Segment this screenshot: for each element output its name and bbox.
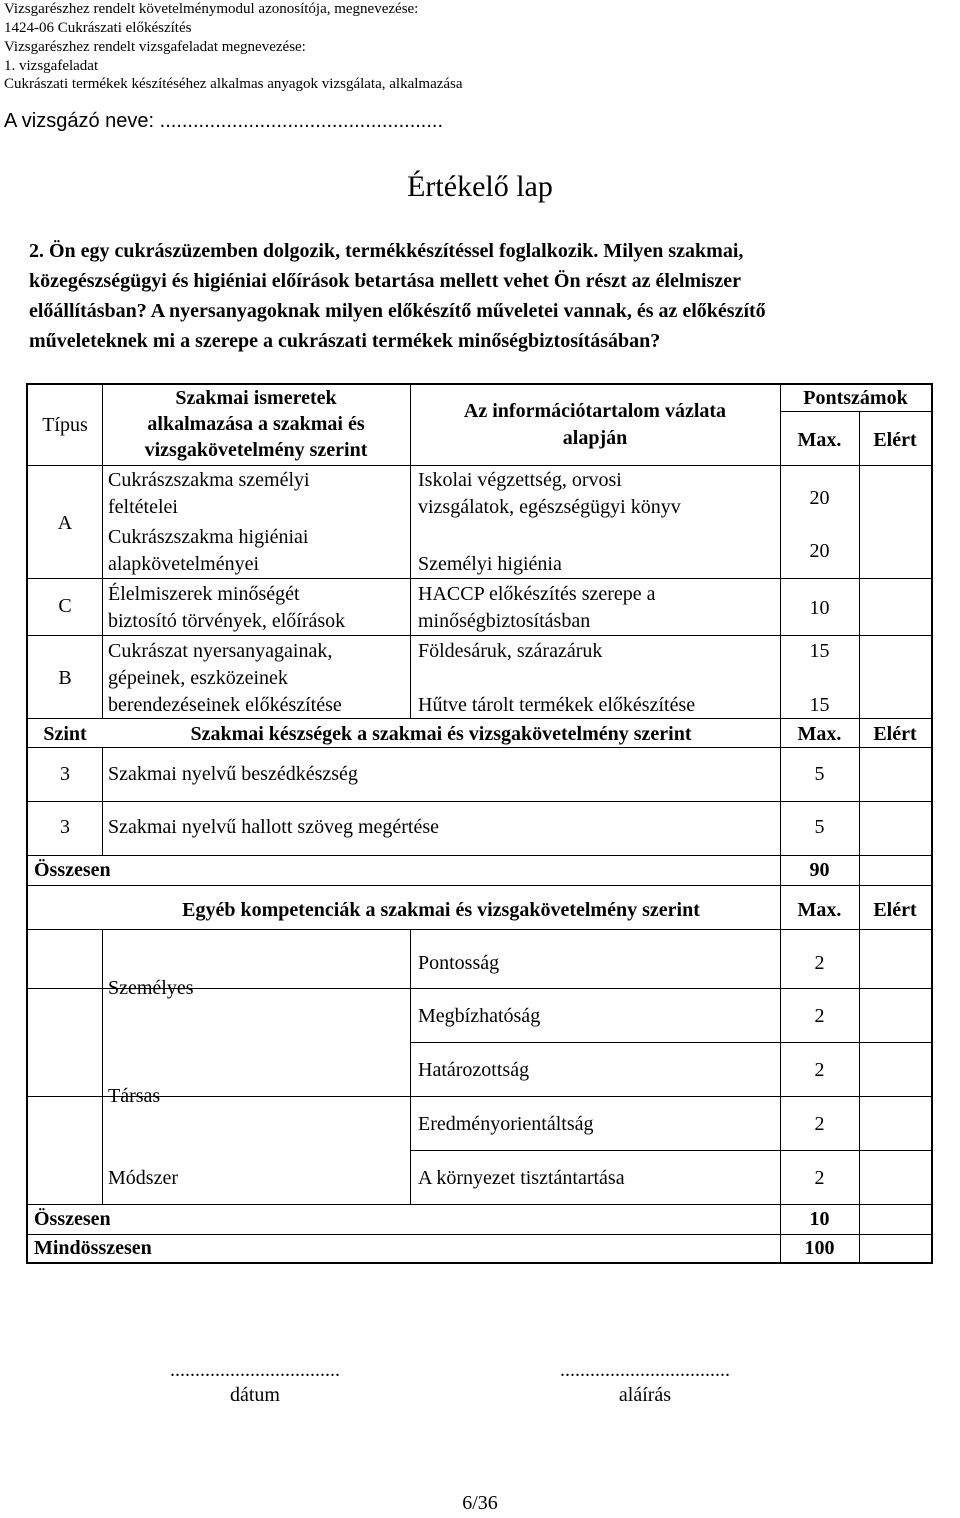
knowledge-cell: berendezéseinek előkészítése	[108, 694, 342, 716]
type-column-header: Típus	[42, 414, 88, 436]
max-points-cell: 5	[814, 763, 825, 785]
competency-item: Megbízhatóság	[418, 1005, 541, 1027]
knowledge-cell: feltételei	[108, 496, 178, 518]
question-line: műveleteknek mi a szerepe a cukrászati termékek minőségbiztosításában?	[29, 330, 661, 352]
competency-group: Személyes	[108, 977, 194, 999]
task-label: Vizsgarészhez rendelt vizsgafeladat megnevezése:	[4, 39, 306, 55]
level-cell: 3	[60, 816, 70, 838]
type-cell: A	[57, 512, 73, 534]
max-header: Max.	[797, 723, 842, 745]
subtotal-value: 10	[809, 1208, 830, 1230]
row-divider	[28, 718, 931, 719]
date-line[interactable]: ..................................	[170, 1359, 340, 1381]
knowledge-cell: biztosító törvények, előírások	[108, 610, 346, 632]
skill-label: Szakmai nyelvű beszédkészség	[108, 763, 358, 785]
knowledge-cell: alapkövetelményei	[108, 553, 260, 575]
module-label: Vizsgarészhez rendelt követelménymodul azonosítója, megnevezése:	[4, 1, 419, 17]
row-divider	[28, 465, 931, 466]
outline-cell: Személyi higiénia	[418, 553, 562, 575]
max-points-cell: 2	[814, 1167, 825, 1189]
row-divider	[28, 747, 931, 748]
max-points-cell: 20	[809, 540, 830, 562]
col-divider	[102, 747, 103, 855]
outline-cell: vizsgálatok, egészségügyi könyv	[418, 496, 681, 518]
max-points-cell: 20	[809, 487, 830, 509]
signature-label: aláírás	[618, 1384, 672, 1406]
question-line: 2. Ön egy cukrászüzemben dolgozik, termékkészítéssel foglalkozik. Milyen szakmai,	[29, 240, 744, 262]
grand-total-label: Mindösszesen	[34, 1237, 152, 1259]
row-divider	[410, 1042, 931, 1043]
row-divider	[28, 1204, 931, 1205]
max-points-cell: 2	[814, 1059, 825, 1081]
max-header: Max.	[797, 429, 842, 451]
subtotal-value: 90	[809, 859, 830, 881]
evaluation-table	[26, 383, 933, 1264]
competency-item: Határozottság	[418, 1059, 530, 1081]
knowledge-cell: Élelmiszerek minőségét	[108, 583, 300, 605]
subtotal-label: Összesen	[34, 859, 111, 881]
row-divider	[28, 1096, 931, 1097]
question-text	[29, 236, 932, 356]
knowledge-column-header: vizsgakövetelmény szerint	[144, 439, 368, 461]
knowledge-cell: Cukrászat nyersanyagainak,	[108, 640, 333, 662]
outline-cell: Iskolai végzettség, orvosi	[418, 469, 622, 491]
max-points-cell: 10	[809, 597, 830, 619]
knowledge-cell: Cukrászszakma személyi	[108, 469, 310, 491]
col-divider	[102, 929, 103, 1204]
row-divider	[28, 801, 931, 802]
competency-group: Módszer	[108, 1167, 178, 1189]
examinee-name-field[interactable]: A vizsgázó neve: ...................................................	[4, 110, 444, 132]
type-cell: B	[58, 667, 72, 689]
competency-item: Eredményorientáltság	[418, 1113, 594, 1135]
subtotal-label: Összesen	[34, 1208, 111, 1230]
question-line: közegészségügyi és higiéniai előírások betartása mellett vehet Ön részt az élelmiszer	[29, 270, 742, 292]
grand-total-value: 100	[804, 1237, 835, 1259]
skill-label: Szakmai nyelvű hallott szöveg megértése	[108, 816, 440, 838]
outline-cell: Földesáruk, szárazáruk	[418, 640, 603, 662]
page-number: 6/36	[462, 1492, 498, 1514]
col-divider	[410, 929, 411, 1204]
achieved-header: Elért	[873, 429, 917, 451]
competency-group: Társas	[108, 1085, 161, 1107]
col-divider	[859, 411, 860, 1262]
outline-cell: minőségbiztosításban	[418, 610, 591, 632]
max-header: Max.	[797, 899, 842, 921]
competency-item: A környezet tisztántartása	[418, 1167, 625, 1189]
knowledge-column-header: alkalmazása a szakmai és	[147, 413, 365, 435]
max-points-cell: 15	[809, 694, 830, 716]
type-cell: C	[58, 595, 72, 617]
outline-column-header: alapján	[562, 427, 628, 449]
date-label: dátum	[230, 1384, 280, 1406]
achieved-header: Elért	[873, 899, 917, 921]
points-header: Pontszámok	[803, 387, 908, 409]
outline-cell: Hűtve tárolt termékek előkészítése	[418, 694, 696, 716]
task-number: 1. vizsgafeladat	[4, 58, 99, 74]
row-divider	[28, 885, 931, 886]
task-name: Cukrászati termékek készítéséhez alkalmas anyagok vizsgálata, alkalmazása	[4, 76, 463, 92]
module-name: 1424-06 Cukrászati előkészítés	[4, 20, 192, 36]
level-header: Szint	[43, 723, 87, 745]
skills-header: Szakmai készségek a szakmai és vizsgakövetelmény szerint	[190, 723, 692, 745]
max-points-cell: 2	[814, 1113, 825, 1135]
max-points-cell: 15	[809, 640, 830, 662]
max-points-cell: 2	[814, 1005, 825, 1027]
signature-line[interactable]: ..................................	[560, 1359, 730, 1381]
row-divider	[28, 578, 931, 579]
max-points-cell: 5	[814, 816, 825, 838]
row-divider	[28, 855, 931, 856]
level-cell: 3	[60, 763, 70, 785]
knowledge-cell: gépeinek, eszközeinek	[108, 667, 288, 689]
page-title: Értékelő lap	[407, 170, 553, 203]
row-divider	[28, 929, 931, 930]
row-divider	[28, 635, 931, 636]
outline-column-header: Az információtartalom vázlata	[463, 400, 727, 422]
achieved-header: Elért	[873, 723, 917, 745]
other-competencies-header: Egyéb kompetenciák a szakmai és vizsgakövetelmény szerint	[182, 899, 700, 921]
outline-cell: HACCP előkészítés szerepe a	[418, 583, 656, 605]
knowledge-column-header: Szakmai ismeretek	[175, 387, 337, 409]
knowledge-cell: Cukrászszakma higiéniai	[108, 526, 309, 548]
competency-item: Pontosság	[418, 952, 500, 974]
row-divider	[410, 1150, 931, 1151]
question-line: előállításban? A nyersanyagoknak milyen előkészítő műveletei vannak, és az előkészítő	[29, 300, 766, 322]
max-points-cell: 2	[814, 952, 825, 974]
row-divider	[780, 411, 931, 412]
